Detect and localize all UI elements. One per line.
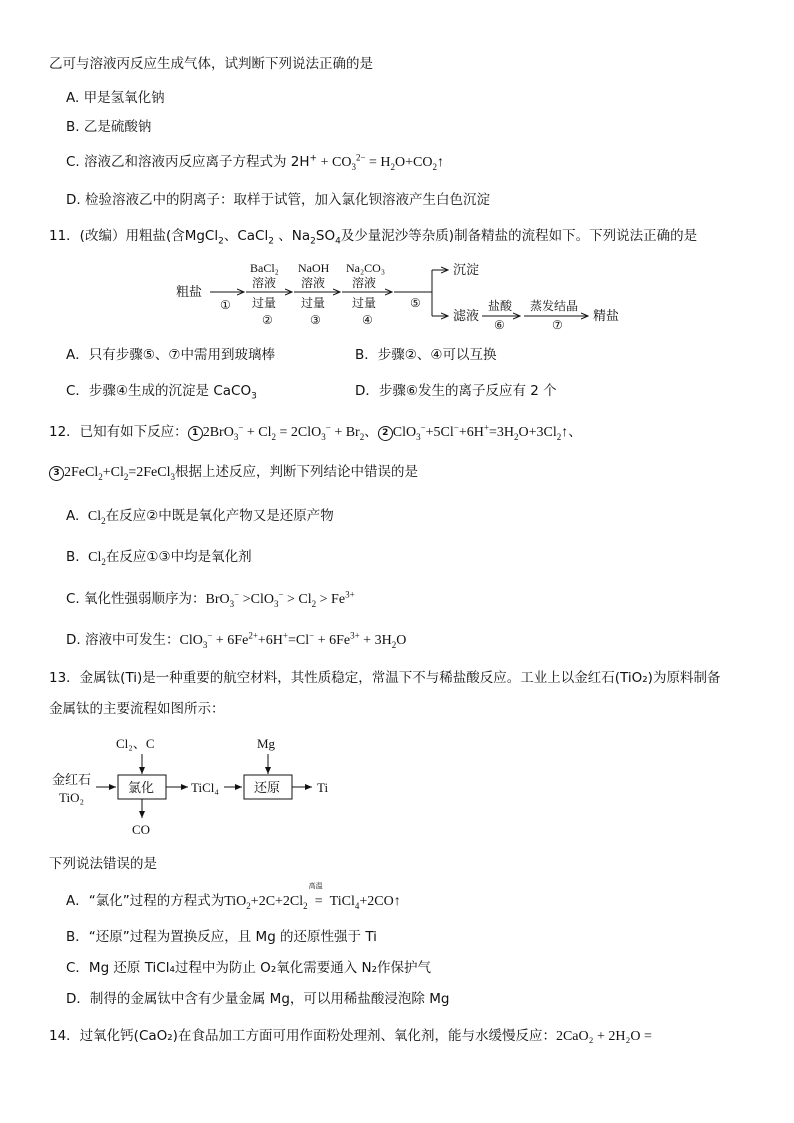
flow-reagent-naoh-solution: 溶液 [301,276,326,290]
q13-option-a: A．“氯化”过程的方程式为$TiO_2+2C+2Cl_2$ 高温 = TiCl$_4$+2CO↑ [66,882,401,911]
flow-reagent-cl2-c: Cl₂、C [116,736,155,751]
q12-option-a: A. $Cl_2$在反应②中既是氧化产物又是还原产物 [66,508,334,526]
q11-option-d: D．步骤⑥发生的离子反应有 2 个 [355,383,557,399]
q13-condition: 高温 [308,882,323,890]
q13-option-b: B．“还原”过程为置换反应，且 Mg 的还原性强于 Ti [66,929,377,945]
flow-step-4: ④ [362,313,373,327]
q13-ask: 下列说法错误的是 [49,856,157,872]
q11-option-b: B．步骤②、④可以互换 [355,347,497,363]
q12-option-d: D. 溶液中可发生：$ClO_3^- + 6Fe^{2+}+6H^+=Cl^- + 6Fe^{3+} + 3H_2O$ [66,630,407,650]
q11-option-c: C．步骤④生成的沉淀是 CaCO$_3$ [66,383,257,402]
flow-step-3: ③ [310,313,321,327]
flow-byproduct-co: CO [132,822,151,837]
q10-option-c-text: C. 溶液乙和溶液丙反应离子方程式为 2H [66,154,310,170]
q12-stem-tail: 根据上述反应，判断下列结论中错误的是 [174,464,418,480]
flow-input-tio2: TiO₂ [59,790,85,805]
q13-stem-line2: 金属钛的主要流程如图所示： [49,701,225,717]
q13-flow-diagram [46,732,346,840]
flow-step-7: ⑦ [552,318,563,330]
q12-stem-line1: 12．已知有如下反应： 1 $2BrO_3^- + Cl_2 = 2ClO_3^- + Br_2$、 2 $ClO_3^-+5Cl^-+6H^+=3H_2O+3Cl_2↑$、 [49,422,582,442]
flow-reagent-mg: Mg [257,736,276,751]
q14-stem [49,1026,652,1047]
flow-reagent-naoh-excess: 过量 [301,296,326,310]
box-reduction-label: 还原 [254,781,281,796]
flow-input-rutile: 金红石 [52,773,92,788]
flow-step-6: ⑥ [494,318,505,330]
flow-crude-salt: 粗盐 [176,285,203,300]
q12-stem-text: 12．已知有如下反应： [49,424,188,440]
flow-step-2: ② [262,313,273,327]
flow-reagent-bacl2: BaCl₂ [250,261,279,275]
flow-filtrate: 滤液 [453,309,480,324]
flow-refined-salt: 精盐 [593,309,620,324]
q12-stem-line2: 3 $2FeCl_2+Cl_2=2FeCl_3$根据上述反应，判断下列结论中错误的是 [49,462,418,483]
q11-stem-text: 11．(改编）用粗盐(含MgCl [49,228,219,244]
q13-option-a-text: A．“氯化”过程的方程式为 [66,893,225,909]
flow-reagent-naoh: NaOH [298,261,330,275]
q10-option-b: B. 乙是硫酸钠 [66,119,152,135]
q12-option-b-text: 在反应①③中均是氧化剂 [105,549,252,565]
q13-option-c: C．Mg 还原 TiCl₄过程中为防止 O₂氧化需要通入 N₂作保护气 [66,960,432,976]
box-chlorination-label: 氯化 [128,781,155,796]
q10-option-a: A. 甲是氢氧化钠 [66,90,165,106]
q11-flow-diagram [170,258,630,330]
q14-stem-text: 14．过氧化钙(CaO₂)在食品加工方面可用作面粉处理剂、氧化剂，能与水缓慢反应： [49,1028,556,1044]
q10-stem: 乙可与溶液丙反应生成气体，试判断下列说法正确的是 [49,56,373,72]
flow-output-ti: Ti [317,780,329,795]
q11-option-c-text: C．步骤④生成的沉淀是 CaCO [66,383,252,399]
flow-step-1: ① [220,298,231,312]
flow-reagent-na2co3: Na₂CO₃ [346,261,386,275]
flow-ticl4: TiCl₄ [191,780,219,795]
q13-stem-line1: 13．金属钛(Ti)是一种重要的航空材料，其性质稳定，常温下不与稀盐酸反应。工业上以金红石(TiO₂)为原料制备 [49,670,721,686]
flow-evaporate: 蒸发结晶 [530,299,579,313]
q12-option-d-text: D. 溶液中可发生： [66,632,180,648]
q12-option-c: C. 氧化性强弱顺序为：$BrO_3^- >ClO_3^- > Cl_2 > Fe^{3+}$ [66,589,355,609]
flow-reagent-bacl2-excess: 过量 [252,296,277,310]
flow-precipitate: 沉淀 [453,263,480,278]
q14-equation: 2CaO₂ + 2H₂O = [555,1029,652,1044]
flow-reagent-bacl2-solution: 溶液 [252,276,277,290]
q10-option-d: D. 检验溶液乙中的阴离子：取样于试管，加入氯化钡溶液产生白色沉淀 [66,192,490,208]
flow-step-5: ⑤ [410,296,421,310]
q12-option-c-text: C. 氧化性强弱顺序为： [66,591,206,607]
q12-option-b: B. $Cl_2$在反应①③中均是氧化剂 [66,549,252,567]
q12-option-a-text: 在反应②中既是氧化产物又是还原产物 [105,508,334,524]
q11-option-a: A．只有步骤⑤、⑦中需用到玻璃棒 [66,347,275,363]
q10-option-c: C. 溶液乙和溶液丙反应离子方程式为 $2H^+ + CO_3^{2-}$ = $H_2O+CO_2↑$ [66,152,444,172]
flow-acid: 盐酸 [488,299,513,313]
q11-stem: 11．(改编）用粗盐(含MgCl$_2$、CaCl$_2$ 、$Na_2SO_4$及少量泥沙等杂质)制备精盐的流程如下。下列说法正确的是 [49,228,698,247]
flow-reagent-na2co3-excess: 过量 [352,296,377,310]
flow-reagent-na2co3-solution: 溶液 [352,276,377,290]
q11-stem-tail: 及少量泥沙等杂质)制备精盐的流程如下。下列说法正确的是 [340,228,698,244]
q13-option-d: D．制得的金属钛中含有少量金属 Mg，可以用稀盐酸浸泡除 Mg [66,991,450,1007]
